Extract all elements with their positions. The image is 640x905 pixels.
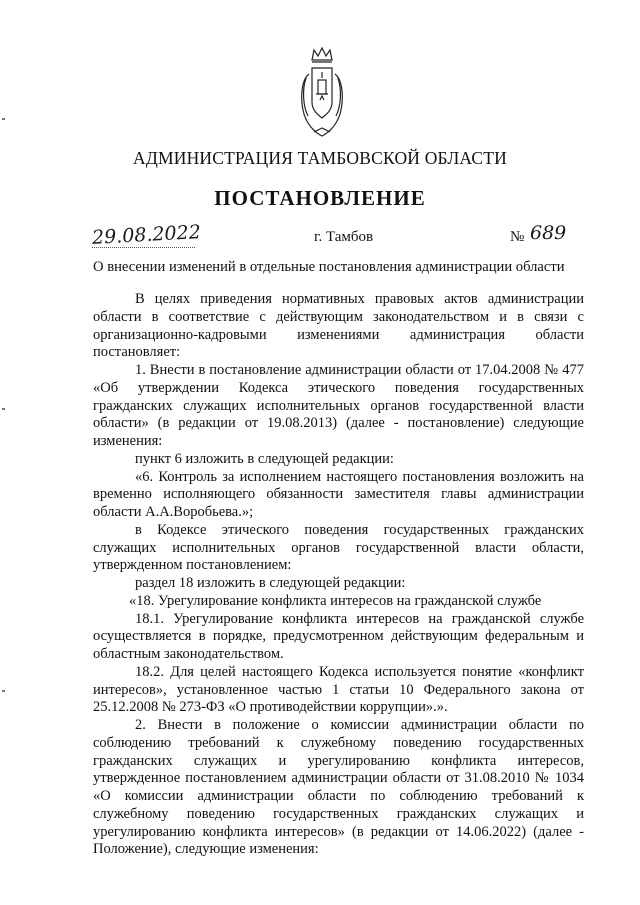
- body-paragraph: В целях приведения нормативных правовых актов администрации области в соответствие с действующим законодательством и в связи с организационно-кадровыми изменениями администрация области постановляет:: [93, 291, 584, 361]
- body-paragraph: «18. Урегулирование конфликта интересов на гражданской службе: [129, 592, 542, 609]
- body-paragraph: пункт 6 изложить в следующей редакции:: [135, 450, 394, 467]
- date-underline: [92, 247, 195, 248]
- scan-edge-mark: [2, 408, 5, 410]
- body-paragraph: 1. Внести в постановление администрации области от 17.04.2008 № 477 «Об утверждении Кодекса этического поведения государственных гражданских служащих исполнительных органов государственной власти области» (в редакции от 19.08.2013) (далее - постановление) следующие изменения:: [93, 362, 584, 449]
- document-date-handwritten: 29.08.2022: [91, 221, 202, 249]
- body-paragraph: 2. Внести в положение о комиссии администрации области по соблюдению требований к служебному поведению государственных гражданских служащих и урегулированию конфликта интересов, утвержденное постановлением администрации области от 31.08.2010 № 1034 «О комиссии администрации области по соблюдению требований к служебному поведению государственных гражданских служащих и урегулированию конфликта интересов» (в редакции от 14.06.2022) (далее - Положение), следующие изменения:: [93, 717, 584, 858]
- document-subject: О внесении изменений в отдельные постановления администрации области: [93, 259, 565, 275]
- document-body: [93, 291, 584, 859]
- scan-edge-mark: [2, 118, 5, 120]
- organization-name: АДМИНИСТРАЦИЯ ТАМБОВСКОЙ ОБЛАСТИ: [133, 148, 507, 168]
- body-paragraph: в Кодексе этического поведения государственных гражданских служащих исполнительных органов государственной власти области, утвержденном постановлением:: [93, 521, 584, 574]
- body-paragraph: раздел 18 изложить в следующей редакции:: [135, 575, 406, 591]
- document-number-handwritten: 689: [530, 222, 567, 244]
- body-paragraph: 18.1. Урегулирование конфликта интересов на гражданской службе осуществляется в порядке, предусмотренном действующим федеральным и областным законодательством.: [93, 610, 584, 662]
- body-paragraph: 18.2. Для целей настоящего Кодекса используется понятие «конфликт интересов», установленное частью 1 статьи 10 Федерального закона от 25.12.2008 № 273-ФЗ «О противодействии коррупции».».: [93, 663, 584, 716]
- tambov-coat-of-arms-icon: [298, 44, 346, 140]
- document-city: г. Тамбов: [314, 229, 374, 245]
- number-sign: №: [510, 229, 525, 245]
- document-type-title: ПОСТАНОВЛЕНИЕ: [214, 186, 426, 210]
- scan-edge-mark: [2, 690, 5, 692]
- body-paragraph: «6. Контроль за исполнением настоящего постановления возложить на временно исполняющего обязанности заместителя главы администрации области А.А.Воробьева.»;: [93, 468, 584, 520]
